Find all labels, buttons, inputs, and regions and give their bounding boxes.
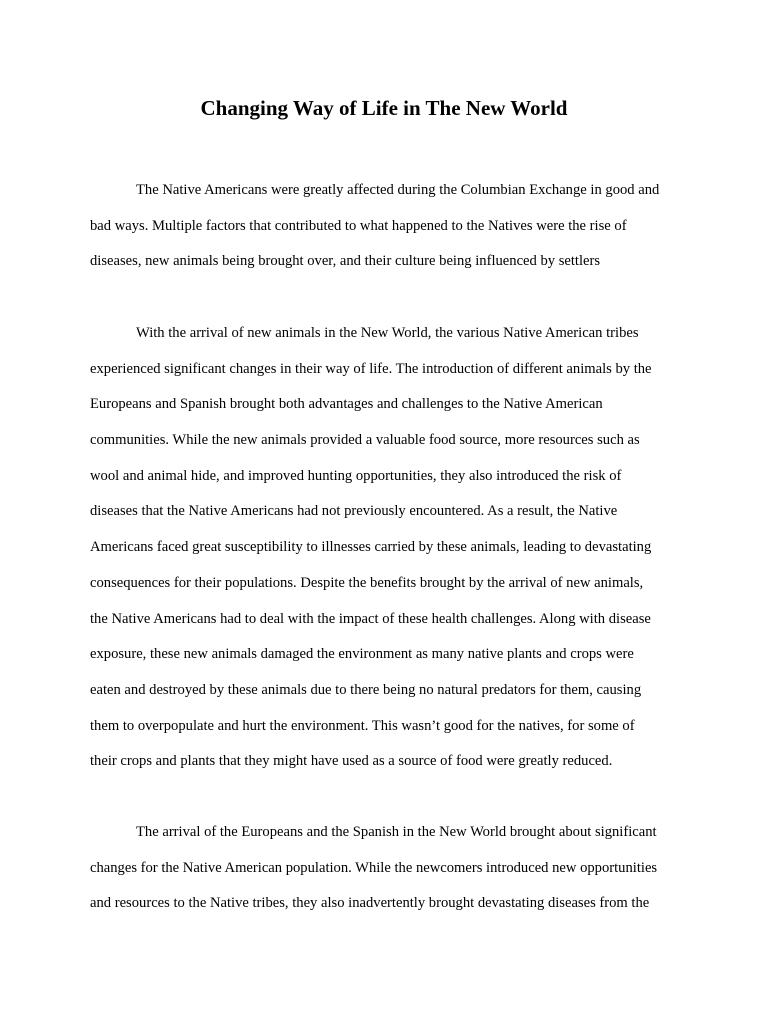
paragraph-line: and resources to the Native tribes, they also inadvertently brought devastating diseases from the — [90, 895, 650, 912]
paragraph-line: the Native Americans had to deal with the impact of these health challenges. Along with disease — [90, 610, 651, 627]
paragraph-line: Americans faced great susceptibility to illnesses carried by these animals, leading to devastating — [90, 539, 652, 556]
paragraph-europeans-arrival — [90, 815, 690, 922]
paragraph-line: eaten and destroyed by these animals due to there being no natural predators for them, causing — [90, 681, 642, 698]
paragraph-line: exposure, these new animals damaged the environment as many native plants and crops were — [90, 646, 634, 663]
paragraph-line: diseases that the Native Americans had not previously encountered. As a result, the Native — [90, 503, 618, 520]
paragraph-new-animals — [90, 316, 690, 780]
paragraph-line: communities. While the new animals provided a valuable food source, more resources such as — [90, 432, 640, 449]
paragraph-line: wool and animal hide, and improved hunting opportunities, they also introduced the risk of — [90, 467, 622, 484]
paragraph-line: The arrival of the Europeans and the Spanish in the New World brought about significant — [136, 824, 657, 840]
paragraph-line: experienced significant changes in their way of life. The introduction of different animals by the — [90, 360, 652, 377]
paragraph-introduction — [90, 173, 690, 280]
paragraph-line: With the arrival of new animals in the New World, the various Native American tribes — [136, 325, 639, 341]
paragraph-line: their crops and plants that they might have used as a source of food were greatly reduced. — [90, 753, 613, 770]
paragraph-line: them to overpopulate and hurt the environment. This wasn’t good for the natives, for some of — [90, 717, 635, 734]
paragraph-line: Europeans and Spanish brought both advantages and challenges to the Native American — [90, 396, 603, 413]
paragraph-line: consequences for their populations. Despite the benefits brought by the arrival of new animals, — [90, 574, 644, 591]
paragraph-line: The Native Americans were greatly affected during the Columbian Exchange in good and — [136, 182, 660, 198]
paragraph-line: changes for the Native American population. While the newcomers introduced new opportunities — [90, 859, 658, 876]
paragraph-line: bad ways. Multiple factors that contributed to what happened to the Natives were the rise of — [90, 217, 627, 234]
paragraph-line: diseases, new animals being brought over, and their culture being influenced by settlers — [90, 253, 601, 270]
document-title: Changing Way of Life in The New World — [200, 96, 568, 120]
